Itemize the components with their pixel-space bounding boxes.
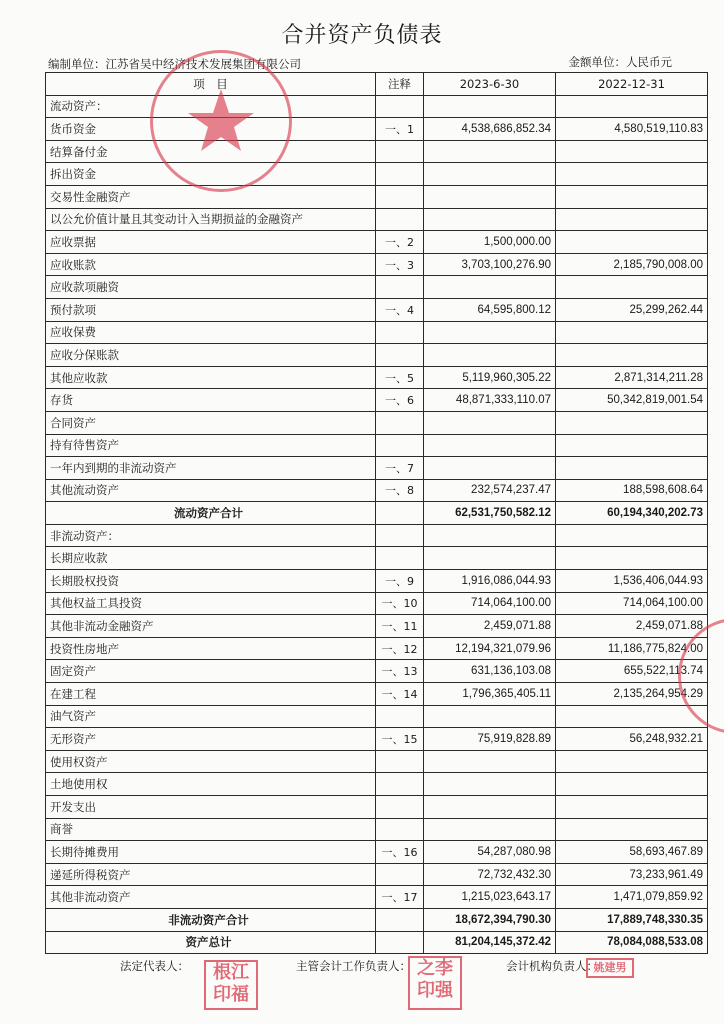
cell-item: 使用权资产 bbox=[46, 750, 376, 773]
table-row bbox=[46, 208, 708, 231]
cell-current bbox=[424, 547, 556, 570]
table-row bbox=[46, 660, 708, 683]
cell-note: 一、12 bbox=[376, 637, 424, 660]
cell-previous bbox=[556, 818, 708, 841]
chief-accountant-label: 主管会计工作负责人： bbox=[296, 959, 411, 973]
cell-note: 一、3 bbox=[376, 253, 424, 276]
cell-note bbox=[376, 185, 424, 208]
cell-note: 一、7 bbox=[376, 457, 424, 480]
cell-previous: 17,889,748,330.35 bbox=[556, 908, 708, 931]
cell-item: 商誉 bbox=[46, 818, 376, 841]
cell-current: 3,703,100,276.90 bbox=[424, 253, 556, 276]
table-row bbox=[46, 298, 708, 321]
table-row bbox=[46, 118, 708, 141]
currency-unit: 金额单位：人民币元 bbox=[568, 55, 672, 69]
cell-note bbox=[376, 931, 424, 954]
table-row bbox=[46, 457, 708, 480]
cell-previous: 56,248,932.21 bbox=[556, 728, 708, 751]
cell-item: 资产总计 bbox=[46, 931, 376, 954]
cell-current bbox=[424, 524, 556, 547]
cell-current: 5,119,960,305.22 bbox=[424, 366, 556, 389]
section-row bbox=[46, 95, 708, 118]
cell-item: 持有待售资产 bbox=[46, 434, 376, 457]
table-header-row bbox=[46, 73, 708, 96]
cell-item: 应收账款 bbox=[46, 253, 376, 276]
cell-item: 拆出资金 bbox=[46, 163, 376, 186]
cell-previous: 11,186,775,824.00 bbox=[556, 637, 708, 660]
cell-previous bbox=[556, 231, 708, 254]
cell-current bbox=[424, 208, 556, 231]
cell-item: 流动资产合计 bbox=[46, 502, 376, 525]
cell-note: 一、2 bbox=[376, 231, 424, 254]
cell-current: 1,215,023,643.17 bbox=[424, 886, 556, 909]
cell-current bbox=[424, 750, 556, 773]
cell-note bbox=[376, 502, 424, 525]
cell-previous: 73,233,961.49 bbox=[556, 863, 708, 886]
cell-note: 一、8 bbox=[376, 479, 424, 502]
cell-item: 以公允价值计量且其变动计入当期损益的金融资产 bbox=[46, 208, 376, 231]
subtotal-row bbox=[46, 502, 708, 525]
cell-current bbox=[424, 818, 556, 841]
cell-item: 土地使用权 bbox=[46, 773, 376, 796]
table-row bbox=[46, 547, 708, 570]
table-row bbox=[46, 637, 708, 660]
cell-note: 一、13 bbox=[376, 660, 424, 683]
cell-previous: 2,135,264,954.29 bbox=[556, 683, 708, 706]
table-row bbox=[46, 389, 708, 412]
cell-current: 1,796,365,405.11 bbox=[424, 683, 556, 706]
table-row bbox=[46, 411, 708, 434]
cell-note: 一、16 bbox=[376, 841, 424, 864]
table-row bbox=[46, 728, 708, 751]
cell-current: 54,287,080.98 bbox=[424, 841, 556, 864]
cell-current bbox=[424, 434, 556, 457]
cell-item: 非流动资产合计 bbox=[46, 908, 376, 931]
cell-item: 合同资产 bbox=[46, 411, 376, 434]
table-row bbox=[46, 796, 708, 819]
cell-item: 开发支出 bbox=[46, 796, 376, 819]
table-row bbox=[46, 163, 708, 186]
cell-note bbox=[376, 208, 424, 231]
table-row bbox=[46, 253, 708, 276]
cell-previous bbox=[556, 140, 708, 163]
table-row bbox=[46, 863, 708, 886]
cell-note: 一、1 bbox=[376, 118, 424, 141]
cell-current: 81,204,145,372.42 bbox=[424, 931, 556, 954]
cell-current bbox=[424, 163, 556, 186]
cell-current bbox=[424, 773, 556, 796]
cell-previous: 60,194,340,202.73 bbox=[556, 502, 708, 525]
cell-note: 一、5 bbox=[376, 366, 424, 389]
cell-item: 流动资产： bbox=[46, 95, 376, 118]
cell-current: 48,871,333,110.07 bbox=[424, 389, 556, 412]
cell-note: 一、6 bbox=[376, 389, 424, 412]
cell-item: 应收保费 bbox=[46, 321, 376, 344]
table-row bbox=[46, 773, 708, 796]
header-item: 项 目 bbox=[46, 73, 376, 96]
cell-previous: 714,064,100.00 bbox=[556, 592, 708, 615]
cell-note: 一、4 bbox=[376, 298, 424, 321]
table-row bbox=[46, 231, 708, 254]
cell-previous bbox=[556, 95, 708, 118]
cell-item: 非流动资产： bbox=[46, 524, 376, 547]
cell-current bbox=[424, 344, 556, 367]
cell-previous: 2,459,071.88 bbox=[556, 615, 708, 638]
cell-previous: 1,471,079,859.92 bbox=[556, 886, 708, 909]
cell-item: 固定资产 bbox=[46, 660, 376, 683]
cell-previous: 58,693,467.89 bbox=[556, 841, 708, 864]
cell-item: 应收票据 bbox=[46, 231, 376, 254]
cell-item: 长期应收款 bbox=[46, 547, 376, 570]
cell-previous: 50,342,819,001.54 bbox=[556, 389, 708, 412]
cell-item: 货币资金 bbox=[46, 118, 376, 141]
cell-current bbox=[424, 457, 556, 480]
table-row bbox=[46, 434, 708, 457]
cell-item: 应收分保账款 bbox=[46, 344, 376, 367]
cell-note bbox=[376, 321, 424, 344]
cell-note bbox=[376, 163, 424, 186]
cell-note: 一、14 bbox=[376, 683, 424, 706]
cell-current: 18,672,394,790.30 bbox=[424, 908, 556, 931]
cell-current bbox=[424, 140, 556, 163]
cell-previous: 25,299,262.44 bbox=[556, 298, 708, 321]
cell-current bbox=[424, 796, 556, 819]
cell-item: 结算备付金 bbox=[46, 140, 376, 163]
cell-previous bbox=[556, 208, 708, 231]
cell-previous: 78,084,088,533.08 bbox=[556, 931, 708, 954]
cell-item: 其他应收款 bbox=[46, 366, 376, 389]
cell-current: 1,916,086,044.93 bbox=[424, 570, 556, 593]
cell-item: 其他非流动资产 bbox=[46, 886, 376, 909]
cell-current: 75,919,828.89 bbox=[424, 728, 556, 751]
cell-item: 其他流动资产 bbox=[46, 479, 376, 502]
cell-current: 64,595,800.12 bbox=[424, 298, 556, 321]
cell-current: 4,538,686,852.34 bbox=[424, 118, 556, 141]
cell-note bbox=[376, 796, 424, 819]
cell-item: 长期待摊费用 bbox=[46, 841, 376, 864]
cell-previous bbox=[556, 547, 708, 570]
cell-current: 12,194,321,079.96 bbox=[424, 637, 556, 660]
cell-current: 631,136,103.08 bbox=[424, 660, 556, 683]
table-row bbox=[46, 818, 708, 841]
cell-note: 一、15 bbox=[376, 728, 424, 751]
table-row bbox=[46, 479, 708, 502]
cell-note bbox=[376, 434, 424, 457]
cell-note bbox=[376, 818, 424, 841]
cell-item: 投资性房地产 bbox=[46, 637, 376, 660]
cell-item: 预付款项 bbox=[46, 298, 376, 321]
header-note: 注释 bbox=[376, 73, 424, 96]
cell-note bbox=[376, 547, 424, 570]
cell-previous: 2,871,314,211.28 bbox=[556, 366, 708, 389]
cell-note bbox=[376, 705, 424, 728]
cell-previous: 1,536,406,044.93 bbox=[556, 570, 708, 593]
table-row bbox=[46, 705, 708, 728]
cell-note: 一、10 bbox=[376, 592, 424, 615]
cell-previous bbox=[556, 705, 708, 728]
cell-item: 在建工程 bbox=[46, 683, 376, 706]
cell-previous bbox=[556, 321, 708, 344]
cell-previous: 2,185,790,008.00 bbox=[556, 253, 708, 276]
cell-previous bbox=[556, 750, 708, 773]
cell-item: 长期股权投资 bbox=[46, 570, 376, 593]
table-row bbox=[46, 140, 708, 163]
cell-note: 一、17 bbox=[376, 886, 424, 909]
table-row bbox=[46, 841, 708, 864]
cell-previous: 4,580,519,110.83 bbox=[556, 118, 708, 141]
cell-current bbox=[424, 411, 556, 434]
cell-note bbox=[376, 863, 424, 886]
cell-current bbox=[424, 705, 556, 728]
cell-note bbox=[376, 908, 424, 931]
table-row bbox=[46, 366, 708, 389]
table-row bbox=[46, 185, 708, 208]
table-row bbox=[46, 321, 708, 344]
cell-note: 一、11 bbox=[376, 615, 424, 638]
accounting-head-seal: 姚建男 bbox=[586, 958, 634, 978]
cell-item: 油气资产 bbox=[46, 705, 376, 728]
legal-rep-seal: 根江印福 bbox=[204, 960, 258, 1010]
chief-accountant-seal: 之李印强 bbox=[408, 956, 462, 1010]
cell-note bbox=[376, 773, 424, 796]
cell-previous bbox=[556, 796, 708, 819]
company-seal bbox=[150, 50, 292, 192]
cell-note bbox=[376, 524, 424, 547]
table-row bbox=[46, 344, 708, 367]
cell-note bbox=[376, 95, 424, 118]
header-current: 2023-6-30 bbox=[424, 73, 556, 96]
cell-current: 232,574,237.47 bbox=[424, 479, 556, 502]
table-row bbox=[46, 750, 708, 773]
page-title: 合并资产负债表 bbox=[281, 23, 443, 48]
cell-item: 应收款项融资 bbox=[46, 276, 376, 299]
cell-note: 一、9 bbox=[376, 570, 424, 593]
cell-note bbox=[376, 411, 424, 434]
cell-previous bbox=[556, 434, 708, 457]
cell-current bbox=[424, 185, 556, 208]
section-row bbox=[46, 524, 708, 547]
cell-previous bbox=[556, 524, 708, 547]
table-row bbox=[46, 570, 708, 593]
cell-current: 2,459,071.88 bbox=[424, 615, 556, 638]
company-seal-icon bbox=[153, 53, 289, 189]
cell-current: 1,500,000.00 bbox=[424, 231, 556, 254]
total-row bbox=[46, 931, 708, 954]
cell-current bbox=[424, 321, 556, 344]
cell-item: 无形资产 bbox=[46, 728, 376, 751]
cell-note bbox=[376, 750, 424, 773]
cell-current: 62,531,750,582.12 bbox=[424, 502, 556, 525]
cell-note bbox=[376, 140, 424, 163]
cell-previous bbox=[556, 457, 708, 480]
cell-item: 一年内到期的非流动资产 bbox=[46, 457, 376, 480]
cell-note bbox=[376, 276, 424, 299]
cell-current: 714,064,100.00 bbox=[424, 592, 556, 615]
cell-previous bbox=[556, 411, 708, 434]
cell-item: 其他权益工具投资 bbox=[46, 592, 376, 615]
table-row bbox=[46, 615, 708, 638]
cell-item: 其他非流动金融资产 bbox=[46, 615, 376, 638]
subtotal-row bbox=[46, 908, 708, 931]
legal-rep-label: 法定代表人： bbox=[120, 959, 189, 973]
cell-previous bbox=[556, 185, 708, 208]
cell-note bbox=[376, 344, 424, 367]
cell-previous bbox=[556, 773, 708, 796]
table-row bbox=[46, 886, 708, 909]
cell-previous: 188,598,608.64 bbox=[556, 479, 708, 502]
balance-sheet-table bbox=[45, 72, 708, 954]
table-body bbox=[46, 95, 708, 954]
compiling-unit: 编制单位：江苏省吴中经济技术发展集团有限公司 bbox=[48, 57, 301, 71]
accounting-head-label: 会计机构负责人： bbox=[506, 959, 598, 973]
cell-current bbox=[424, 95, 556, 118]
cell-current bbox=[424, 276, 556, 299]
cell-previous bbox=[556, 163, 708, 186]
cell-previous bbox=[556, 344, 708, 367]
cell-current: 72,732,432.30 bbox=[424, 863, 556, 886]
table-row bbox=[46, 276, 708, 299]
cell-item: 存货 bbox=[46, 389, 376, 412]
table-row bbox=[46, 592, 708, 615]
cell-item: 递延所得税资产 bbox=[46, 863, 376, 886]
cell-item: 交易性金融资产 bbox=[46, 185, 376, 208]
cell-previous bbox=[556, 276, 708, 299]
cell-previous: 655,522,113.74 bbox=[556, 660, 708, 683]
table-row bbox=[46, 683, 708, 706]
header-previous: 2022-12-31 bbox=[556, 73, 708, 96]
